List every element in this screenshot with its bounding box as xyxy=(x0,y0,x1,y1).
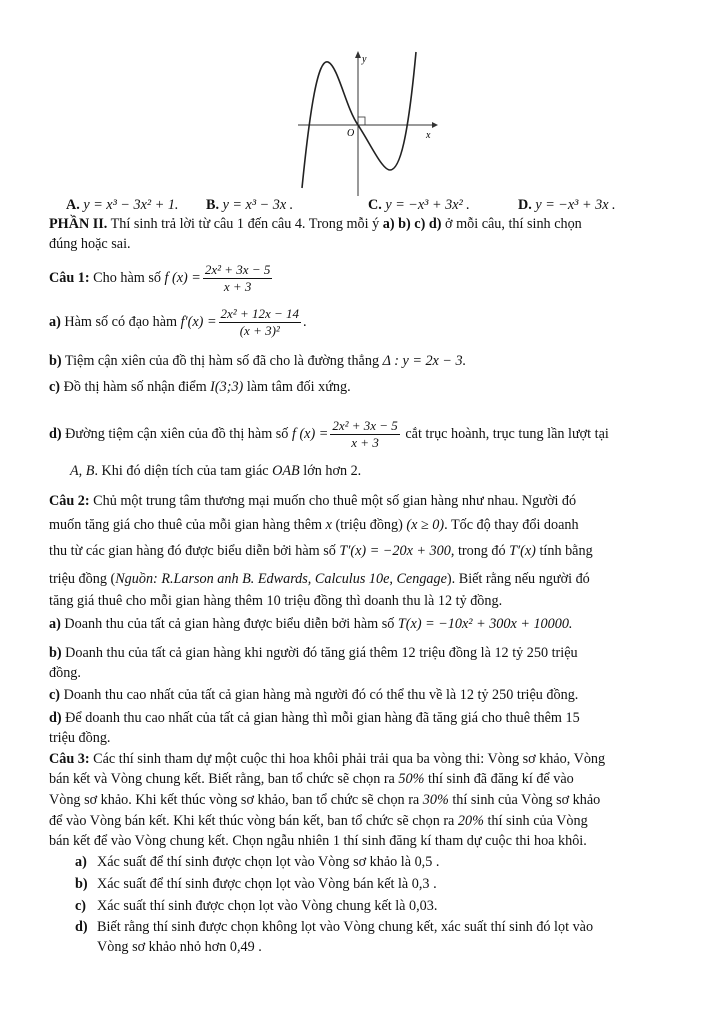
option-b-letter: B. xyxy=(206,197,220,213)
q2-part-b: b) Doanh thu của tất cả gian hàng khi người đó tăng giá thêm 12 triệu đồng là 12 tỷ 250 triệu xyxy=(49,645,578,661)
cubic-curve xyxy=(302,52,416,188)
option-a-letter: A. xyxy=(66,197,80,213)
q3-part-d-line2: Vòng sơ khảo nhỏ hơn 0,49 . xyxy=(97,939,262,955)
option-a-expr: y = x³ − 3x² + 1. xyxy=(83,197,179,213)
q1-part-d-line2: A, B. Khi đó diện tích của tam giác OAB lớn hơn 2. xyxy=(70,463,362,479)
q2-line5: tăng giá thuê cho mỗi gian hàng thêm 10 triệu đồng thì doanh thu là 12 tỷ đồng. xyxy=(49,593,503,609)
q2-part-c: c) Doanh thu cao nhất của tất cả gian hàng mà người đó có thể thu về là 12 tỷ 250 triệu đồng. xyxy=(49,687,579,703)
q3-line4: để vào Vòng bán kết. Khi kết thúc vòng bán kết, ban tổ chức sẽ chọn ra 20% thí sinh của Vòng xyxy=(49,813,588,829)
y-axis-arrow-icon xyxy=(355,51,361,58)
part2-title: PHẦN II. xyxy=(49,216,108,232)
q2-part-d: d) Để doanh thu cao nhất của tất cả gian hàng thì mỗi gian hàng đã tăng giá cho thuê thêm 15 xyxy=(49,710,580,726)
right-angle-marker xyxy=(358,117,365,125)
q3-part-d: d) Biết rằng thí sinh được chọn không lọt vào Vòng chung kết, xác suất thí sinh đó lọt vào xyxy=(75,919,594,935)
q1-part-a: a) Hàm số có đạo hàm f′(x) = $\frac{\text{2x² + 12x − 14}}{\text{(x + 3)²}}$ . xyxy=(49,306,307,338)
q1-label: Câu 1: xyxy=(49,269,90,286)
q3-line1: Câu 3: Các thí sinh tham dự một cuộc thi hoa khôi phải trải qua ba vòng thi: Vòng sơ khảo, Vòng xyxy=(49,751,606,767)
origin-label: O xyxy=(347,128,355,139)
q3-part-a: a) Xác suất để thí sinh được chọn lọt vào Vòng sơ khảo là 0,5 . xyxy=(75,854,440,870)
q2-line2: muốn tăng giá cho thuê của mỗi gian hàng thêm x (triệu đồng) (x ≥ 0). Tốc độ thay đổi doanh xyxy=(49,517,579,533)
q1-derivative-fraction: $\frac{\text{2x² + 12x − 14}}{\text{(x + 3)²}}$ xyxy=(220,306,300,338)
option-d-expr: y = −x³ + 3x . xyxy=(535,197,616,213)
q1-part-b: b) Tiệm cận xiên của đồ thị hàm số đã cho là đường thẳng Δ : y = 2x − 3. xyxy=(49,353,467,369)
option-c-expr: y = −x³ + 3x² . xyxy=(385,197,470,213)
q2-part-a: a) Doanh thu của tất cả gian hàng được biểu diễn bởi hàm số T(x) = −10x² + 300x + 10000. xyxy=(49,616,573,632)
x-axis-arrow-icon xyxy=(432,122,438,128)
q2-line3: thu từ các gian hàng đó được biểu diễn bởi hàm số T′(x) = −20x + 300, trong đó T′(x) tính bằng xyxy=(49,543,593,559)
x-axis-label: x xyxy=(426,130,431,141)
q1-d-fraction: $\frac{\text{2x² + 3x − 5}}{x + 3}$ xyxy=(332,418,398,450)
option-d-letter: D. xyxy=(518,197,532,213)
q3-part-b: b) Xác suất để thí sinh được chọn lọt vào Vòng bán kết là 0,3 . xyxy=(75,876,437,892)
q1-part-c: c) Đồ thị hàm số nhận điểm I(3;3) làm tâm đối xứng. xyxy=(49,379,351,395)
q3-part-c: c) Xác suất thí sinh được chọn lọt vào Vòng chung kết là 0,03. xyxy=(75,898,438,914)
q2-label: Câu 2: xyxy=(49,493,90,509)
q2-line1: Câu 2: Chủ một trung tâm thương mại muốn cho thuê một số gian hàng như nhau. Người đó xyxy=(49,493,577,509)
cubic-function-graph xyxy=(290,48,440,198)
q2-part-b-line2: đồng. xyxy=(49,665,81,681)
q1-function-fraction: $\frac{\text{2x² + 3x − 5}}{x + 3}$ xyxy=(204,262,271,294)
q1-part-d: d) Đường tiệm cận xiên của đồ thị hàm số f (x) = $\frac{\text{2x² + 3x − 5}}{x + 3}$ cắt trục hoành, trục tung lần lượt tại xyxy=(49,418,609,450)
part2-intro-line2: đúng hoặc sai. xyxy=(49,236,131,252)
q2-line4: triệu đồng (Nguồn: R.Larson anh B. Edwards, Calculus 10e, Cengage). Biết rằng nếu người đó xyxy=(49,571,590,587)
q3-line5: bán kết để vào Vòng chung kết. Chọn ngẫu nhiên 1 thí sinh đăng kí tham dự cuộc thi hoa khôi. xyxy=(49,833,587,849)
y-axis-label: y xyxy=(362,54,367,65)
q1-statement: Câu 1: Cho hàm số f (x) = $\frac{\text{2x² + 3x − 5}}{x + 3}$ xyxy=(49,262,271,294)
q3-label: Câu 3: xyxy=(49,751,90,767)
q3-line2: bán kết và Vòng chung kết. Biết rằng, ban tổ chức sẽ chọn ra 50% thí sinh đã đăng kí để vào xyxy=(49,771,574,787)
q3-line3: Vòng sơ khảo. Khi kết thúc vòng sơ khảo, ban tổ chức sẽ chọn ra 30% thí sinh của Vòng sơ khảo xyxy=(49,792,601,808)
q2-part-d-line2: triệu đồng. xyxy=(49,730,111,746)
option-c-letter: C. xyxy=(368,197,382,213)
part2-intro: PHẦN II. Thí sinh trả lời từ câu 1 đến câu 4. Trong mỗi ý a) b) c) d) ở mỗi câu, thí sinh chọn xyxy=(49,216,582,232)
option-b-expr: y = x³ − 3x . xyxy=(222,197,294,213)
